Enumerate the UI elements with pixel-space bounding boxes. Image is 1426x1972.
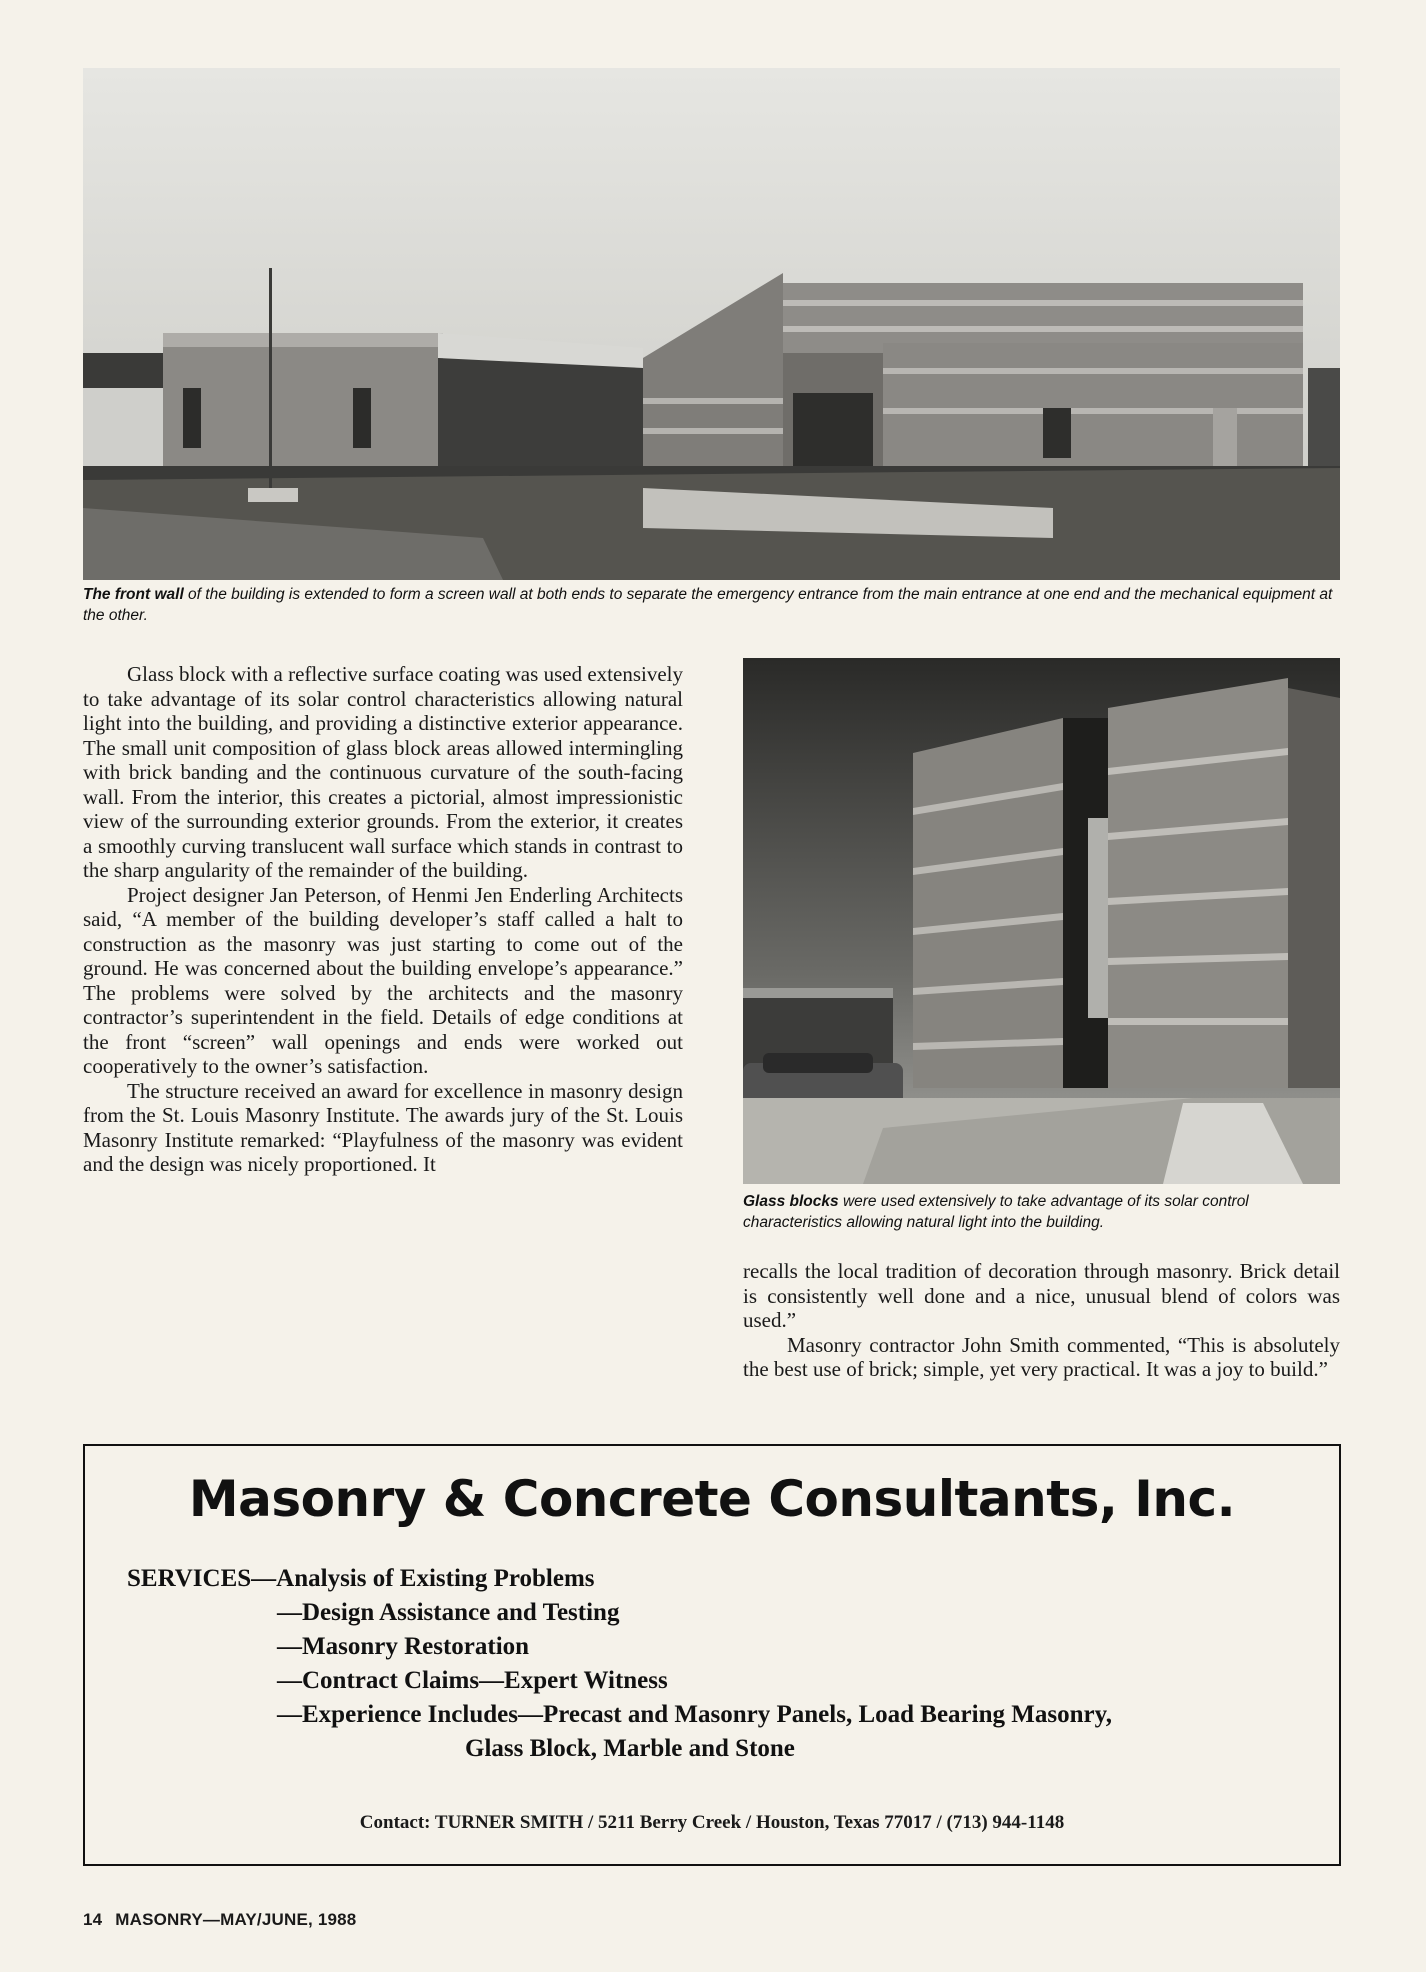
caption-lead: The front wall bbox=[83, 586, 184, 603]
photo-glass-blocks bbox=[743, 658, 1340, 1184]
paragraph: recalls the local tradition of decoration through masonry. Brick detail is consistently well done and a nice, unusual blend of colors was used.” bbox=[743, 1259, 1340, 1332]
ad-services-label: SERVICES bbox=[127, 1565, 252, 1592]
publication-name: MASONRY—MAY/JUNE, 1988 bbox=[115, 1910, 357, 1929]
ad-service-item: —Masonry Restoration bbox=[277, 1633, 530, 1660]
paragraph: Glass block with a reflective surface coating was used extensively to take advantage of its solar control characteristics allowing natural light into the building, and providing a distinctive exterior appearance. The small unit composition of glass block areas allowed intermingling with brick banding and the continuous curvature of the south-facing wall. From the interior, this creates a pictorial, almost impressionistic view of the surrounding exterior grounds. From the exterior, it creates a smoothly curving translucent wall surface which stands in contrast to the sharp angularity of the remainder of the building. bbox=[83, 662, 683, 882]
paragraph: Masonry contractor John Smith commented, “This is absolutely the best use of brick; simple, yet very practical. It was a joy to build.” bbox=[743, 1332, 1340, 1381]
article-right-column bbox=[743, 1259, 1340, 1382]
page-footer bbox=[83, 1910, 356, 1930]
page-number: 14 bbox=[83, 1910, 103, 1929]
ad-service-item: —Design Assistance and Testing bbox=[277, 1599, 620, 1626]
photo-glass-blocks-caption bbox=[743, 1191, 1340, 1233]
ad-company-name: Masonry & Concrete Consultants, Inc. bbox=[188, 1470, 1236, 1528]
ad-services-line bbox=[127, 1562, 595, 1596]
caption-text: of the building is extended to form a screen wall at both ends to separate the emergency entrance from the main entrance at one end and the mechanical equipment at the other. bbox=[83, 586, 1333, 624]
ad-service-item: —Analysis of Existing Problems bbox=[251, 1565, 595, 1592]
caption-text: were used extensively to take advantage of its solar control characteristics allowing natural light into the building. bbox=[743, 1193, 1249, 1231]
ad-service-continuation: Glass Block, Marble and Stone bbox=[465, 1735, 795, 1762]
caption-lead: Glass blocks bbox=[743, 1193, 839, 1210]
ad-service-item: —Experience Includes—Precast and Masonry Panels, Load Bearing Masonry, bbox=[277, 1701, 1112, 1728]
advertisement-box bbox=[83, 1444, 1341, 1866]
photo-front-wall bbox=[83, 68, 1340, 580]
ad-contact-line: Contact: TURNER SMITH / 5211 Berry Creek / Houston, Texas 77017 / (713) 944-1148 bbox=[359, 1812, 1065, 1833]
ad-service-item: —Contract Claims—Expert Witness bbox=[277, 1667, 668, 1694]
article-left-column bbox=[83, 662, 683, 1177]
photo-front-wall-caption bbox=[83, 584, 1340, 626]
paragraph: Project designer Jan Peterson, of Henmi Jen Enderling Architects said, “A member of the building developer’s staff called a halt to construction as the masonry was just starting to come out of the ground. He was concerned about the building envelope’s appearance.” The problems were solved by the architects and the masonry contractor’s superintendent in the field. Details of edge conditions at the front “screen” wall openings and ends were worked out cooperatively to the owner’s satisfaction. bbox=[83, 882, 683, 1078]
paragraph: The structure received an award for excellence in masonry design from the St. Louis Masonry Institute. The awards jury of the St. Louis Masonry Institute remarked: “Playfulness of the masonry was evident and the design was nicely proportioned. It bbox=[83, 1078, 683, 1176]
